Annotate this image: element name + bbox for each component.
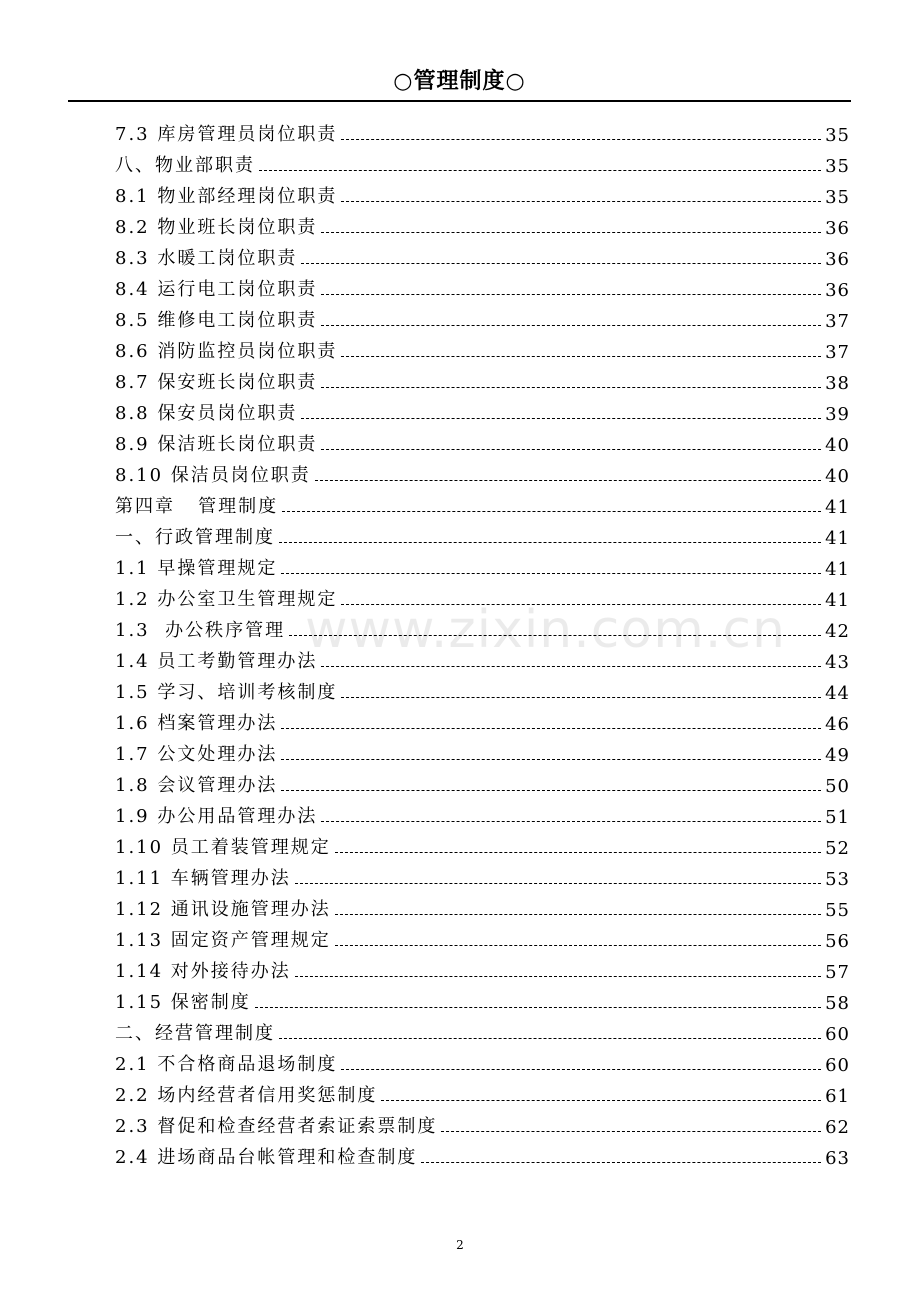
- toc-entry-label: 二、经营管理制度: [115, 1023, 275, 1044]
- toc-entry-page: 41: [825, 590, 850, 611]
- toc-leader-dashes: [281, 790, 821, 791]
- toc-entry[interactable]: [115, 146, 850, 177]
- toc-entry-page: 42: [825, 621, 850, 642]
- toc-leader-dashes: [421, 1162, 821, 1163]
- toc-entry[interactable]: [115, 704, 850, 735]
- toc-entry-label: 一、行政管理制度: [115, 527, 275, 548]
- toc-entry-label: 8.2 物业班长岗位职责: [115, 217, 318, 238]
- table-of-contents: [115, 115, 850, 1169]
- toc-entry-page: 55: [825, 900, 850, 921]
- toc-entry-page: 61: [825, 1086, 850, 1107]
- toc-entry[interactable]: [115, 735, 850, 766]
- toc-leader-dashes: [295, 976, 821, 977]
- toc-entry-page: 52: [825, 838, 850, 859]
- toc-entry-label: 8.6 消防监控员岗位职责: [115, 341, 338, 362]
- toc-entry[interactable]: [115, 1138, 850, 1169]
- toc-entry[interactable]: [115, 611, 850, 642]
- toc-entry[interactable]: [115, 487, 850, 518]
- toc-entry-page: 38: [825, 373, 850, 394]
- toc-entry-label: 1.3 办公秩序管理: [115, 620, 286, 641]
- toc-leader-dashes: [279, 542, 821, 543]
- toc-entry-label: 7.3 库房管理员岗位职责: [115, 124, 338, 145]
- toc-entry[interactable]: [115, 797, 850, 828]
- toc-leader-dashes: [321, 449, 821, 450]
- toc-leader-dashes: [321, 232, 821, 233]
- toc-entry-label: 8.7 保安班长岗位职责: [115, 372, 318, 393]
- toc-leader-dashes: [301, 263, 821, 264]
- toc-entry-page: 53: [825, 869, 850, 890]
- toc-entry-page: 43: [825, 652, 850, 673]
- toc-entry-page: 49: [825, 745, 850, 766]
- toc-entry[interactable]: [115, 456, 850, 487]
- toc-entry-page: 40: [825, 466, 850, 487]
- toc-leader-dashes: [295, 883, 821, 884]
- toc-entry[interactable]: [115, 518, 850, 549]
- toc-entry-label: 8.3 水暖工岗位职责: [115, 248, 298, 269]
- toc-entry-label: 1.10 员工着装管理规定: [115, 837, 331, 858]
- toc-entry[interactable]: [115, 1076, 850, 1107]
- toc-entry-label: 2.2 场内经营者信用奖惩制度: [115, 1085, 378, 1106]
- toc-leader-dashes: [281, 573, 821, 574]
- toc-entry-label: 1.11 车辆管理办法: [115, 868, 291, 889]
- toc-leader-dashes: [321, 294, 821, 295]
- toc-entry[interactable]: [115, 208, 850, 239]
- toc-entry[interactable]: [115, 332, 850, 363]
- toc-entry-page: 40: [825, 435, 850, 456]
- page-header: [68, 64, 851, 100]
- toc-entry[interactable]: [115, 828, 850, 859]
- toc-entry-label: 八、物业部职责: [115, 155, 255, 176]
- toc-entry[interactable]: [115, 363, 850, 394]
- toc-entry-page: 41: [825, 528, 850, 549]
- toc-leader-dashes: [321, 821, 821, 822]
- toc-entry-page: 57: [825, 962, 850, 983]
- toc-entry-page: 41: [825, 497, 850, 518]
- toc-leader-dashes: [341, 697, 821, 698]
- toc-leader-dashes: [281, 728, 821, 729]
- toc-leader-dashes: [381, 1100, 821, 1101]
- toc-entry-label: 8.10 保洁员岗位职责: [115, 465, 311, 486]
- toc-entry[interactable]: [115, 859, 850, 890]
- toc-entry-label: 8.9 保洁班长岗位职责: [115, 434, 318, 455]
- toc-leader-dashes: [335, 914, 821, 915]
- toc-entry[interactable]: [115, 952, 850, 983]
- toc-entry-page: 37: [825, 342, 850, 363]
- toc-leader-dashes: [301, 418, 821, 419]
- toc-entry[interactable]: [115, 673, 850, 704]
- toc-entry-page: 37: [825, 311, 850, 332]
- toc-entry[interactable]: [115, 270, 850, 301]
- watermark: www.zixin.com.cn: [305, 600, 786, 660]
- toc-entry-label: 1.7 公文处理办法: [115, 744, 278, 765]
- toc-entry[interactable]: [115, 115, 850, 146]
- toc-entry-page: 36: [825, 280, 850, 301]
- toc-entry-label: 1.5 学习、培训考核制度: [115, 682, 338, 703]
- toc-entry-label: 2.3 督促和检查经营者索证索票制度: [115, 1116, 438, 1137]
- toc-entry-label: 1.6 档案管理办法: [115, 713, 278, 734]
- toc-entry-page: 50: [825, 776, 850, 797]
- page-number: 2: [456, 1238, 464, 1252]
- toc-leader-dashes: [321, 666, 821, 667]
- toc-entry[interactable]: [115, 1045, 850, 1076]
- toc-entry-page: 44: [825, 683, 850, 704]
- toc-entry-label: 8.5 维修电工岗位职责: [115, 310, 318, 331]
- toc-leader-dashes: [282, 511, 821, 512]
- toc-entry-page: 36: [825, 249, 850, 270]
- toc-entry-page: 35: [825, 125, 850, 146]
- toc-entry[interactable]: [115, 983, 850, 1014]
- toc-entry-label: 1.15 保密制度: [115, 992, 251, 1013]
- toc-entry[interactable]: [115, 549, 850, 580]
- header-title: ○管理制度○: [393, 69, 526, 94]
- toc-leader-dashes: [335, 852, 821, 853]
- toc-entry-label: 8.8 保安员岗位职责: [115, 403, 298, 424]
- toc-entry[interactable]: [115, 394, 850, 425]
- toc-entry-label: 1.12 通讯设施管理办法: [115, 899, 331, 920]
- toc-leader-dashes: [259, 170, 821, 171]
- toc-entry-page: 35: [825, 187, 850, 208]
- toc-entry-label: 8.4 运行电工岗位职责: [115, 279, 318, 300]
- toc-leader-dashes: [289, 635, 821, 636]
- toc-entry[interactable]: [115, 921, 850, 952]
- toc-leader-dashes: [321, 387, 821, 388]
- header-divider: [68, 100, 851, 102]
- toc-leader-dashes: [341, 139, 821, 140]
- toc-entry-page: 56: [825, 931, 850, 952]
- toc-entry-label: 8.1 物业部经理岗位职责: [115, 186, 338, 207]
- toc-entry-page: 63: [825, 1148, 850, 1169]
- toc-entry-page: 46: [825, 714, 850, 735]
- toc-entry-label: 1.13 固定资产管理规定: [115, 930, 331, 951]
- toc-leader-dashes: [321, 325, 821, 326]
- toc-leader-dashes: [341, 356, 821, 357]
- toc-entry-page: 36: [825, 218, 850, 239]
- toc-entry[interactable]: [115, 239, 850, 270]
- toc-leader-dashes: [335, 945, 821, 946]
- toc-leader-dashes: [315, 480, 821, 481]
- toc-leader-dashes: [341, 604, 821, 605]
- toc-entry[interactable]: [115, 766, 850, 797]
- toc-leader-dashes: [279, 1038, 821, 1039]
- toc-entry-label: 第四章 管理制度: [115, 496, 279, 517]
- toc-entry-label: 1.9 办公用品管理办法: [115, 806, 318, 827]
- toc-entry-page: 41: [825, 559, 850, 580]
- toc-entry-label: 1.14 对外接待办法: [115, 961, 291, 982]
- toc-entry[interactable]: [115, 301, 850, 332]
- toc-leader-dashes: [281, 759, 821, 760]
- toc-entry-label: 1.2 办公室卫生管理规定: [115, 589, 338, 610]
- toc-leader-dashes: [341, 201, 821, 202]
- toc-entry-page: 60: [825, 1055, 850, 1076]
- toc-entry-page: 35: [825, 156, 850, 177]
- toc-entry-page: 60: [825, 1024, 850, 1045]
- toc-entry-page: 62: [825, 1117, 850, 1138]
- toc-entry[interactable]: [115, 642, 850, 673]
- toc-leader-dashes: [255, 1007, 821, 1008]
- toc-entry-page: 58: [825, 993, 850, 1014]
- toc-entry[interactable]: [115, 1107, 850, 1138]
- toc-entry-label: 1.8 会议管理办法: [115, 775, 278, 796]
- toc-entry[interactable]: [115, 177, 850, 208]
- toc-entry[interactable]: [115, 1014, 850, 1045]
- toc-entry-label: 2.1 不合格商品退场制度: [115, 1054, 338, 1075]
- toc-entry-page: 39: [825, 404, 850, 425]
- toc-entry[interactable]: [115, 425, 850, 456]
- toc-leader-dashes: [341, 1069, 821, 1070]
- toc-entry-label: 1.1 早操管理规定: [115, 558, 278, 579]
- toc-entry-label: 1.4 员工考勤管理办法: [115, 651, 318, 672]
- toc-entry-label: 2.4 进场商品台帐管理和检查制度: [115, 1147, 418, 1168]
- toc-entry[interactable]: [115, 580, 850, 611]
- toc-entry[interactable]: [115, 890, 850, 921]
- toc-leader-dashes: [441, 1131, 821, 1132]
- toc-entry-page: 51: [825, 807, 850, 828]
